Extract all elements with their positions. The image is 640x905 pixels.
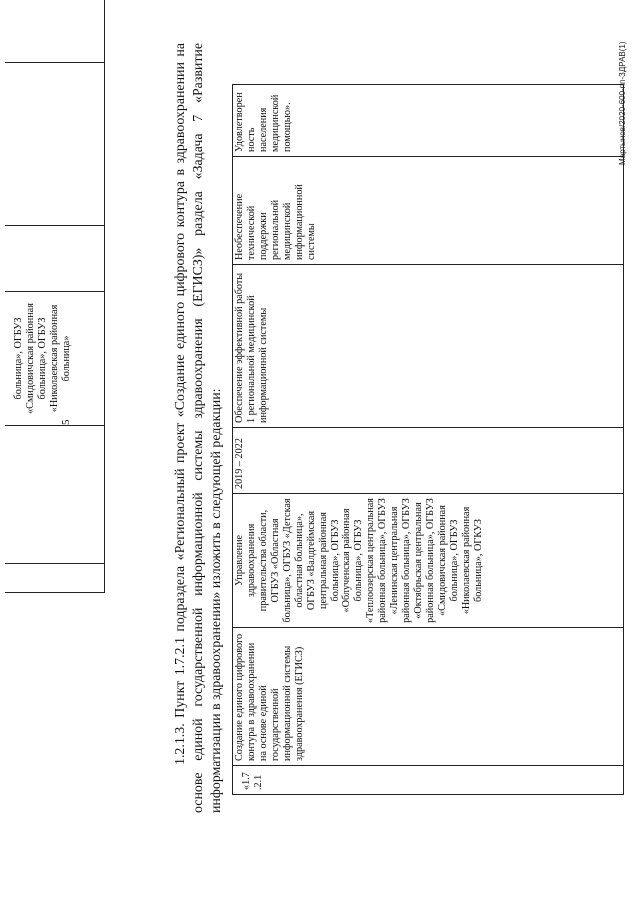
indicator-cell: Удовлетворенность населения медицинской помощью». xyxy=(233,85,624,157)
executors-cell: Управление здравоохранения правительства области, ОГБУЗ «Областная больница», ОГБУЗ «Детская областная больница», ОГБУЗ «Валдгеймская центральная районная больница», ОГБУЗ «Облученская районная больница», ОГБУЗ «Теплоозерская центральная районная больница», ОГБУЗ «Ленинская центральная районная больница», ОГБУЗ «Октябрьская центральная районная больница», ОГБУЗ «Смидовичская районная больница», ОГБУЗ «Николаевская районная больница», ОГКУЗ xyxy=(233,494,624,628)
amendment-paragraph xyxy=(172,43,226,813)
table-cell xyxy=(5,426,105,564)
document-code: Мартынов/2020-600-пп-ЗДРАВ(1) xyxy=(618,41,627,165)
goal-cell: Создание единого цифрового контура в здравоохранении на основе единой государственной информационной системы здравоохранения (ЕГИСЗ) xyxy=(233,628,624,766)
table-cell xyxy=(5,63,105,226)
amendment-point-number: 1.2.1.3. xyxy=(172,723,188,765)
organizations-cell xyxy=(5,292,105,426)
table-row xyxy=(5,0,105,593)
table-cell xyxy=(5,226,105,292)
row-number-cell: «1.7.2.1 xyxy=(233,766,624,795)
table-cell xyxy=(5,564,105,593)
table-cell xyxy=(5,0,105,63)
expected-result-cell: Обеспечение эффективной работы 1 региональной медицинской информационной системы xyxy=(233,265,624,428)
risk-cell: Необеспечение технической поддержки региональной медицинской информационной системы xyxy=(233,157,624,265)
table-row xyxy=(233,85,624,795)
period-cell: 2019 – 2022 xyxy=(233,428,624,494)
organizations-text: больница», ОГБУЗ «Смидовичская районная больница», ОГБУЗ «Николаевская районная больница» xyxy=(13,303,72,414)
goal-table xyxy=(232,84,624,795)
previous-table-fragment xyxy=(5,0,105,593)
page-number: 5 xyxy=(60,419,72,425)
amendment-text: Пункт 1.7.2.1 подраздела «Региональный проект «Создание единого цифрового контура в здравоохранении на основе единой государственной информационной системы здравоохранения (ЕГИСЗ)» раздела «Задача 7 «Развитие информатизации в здравоохранении» изложить в следующей редакции: xyxy=(172,43,225,813)
